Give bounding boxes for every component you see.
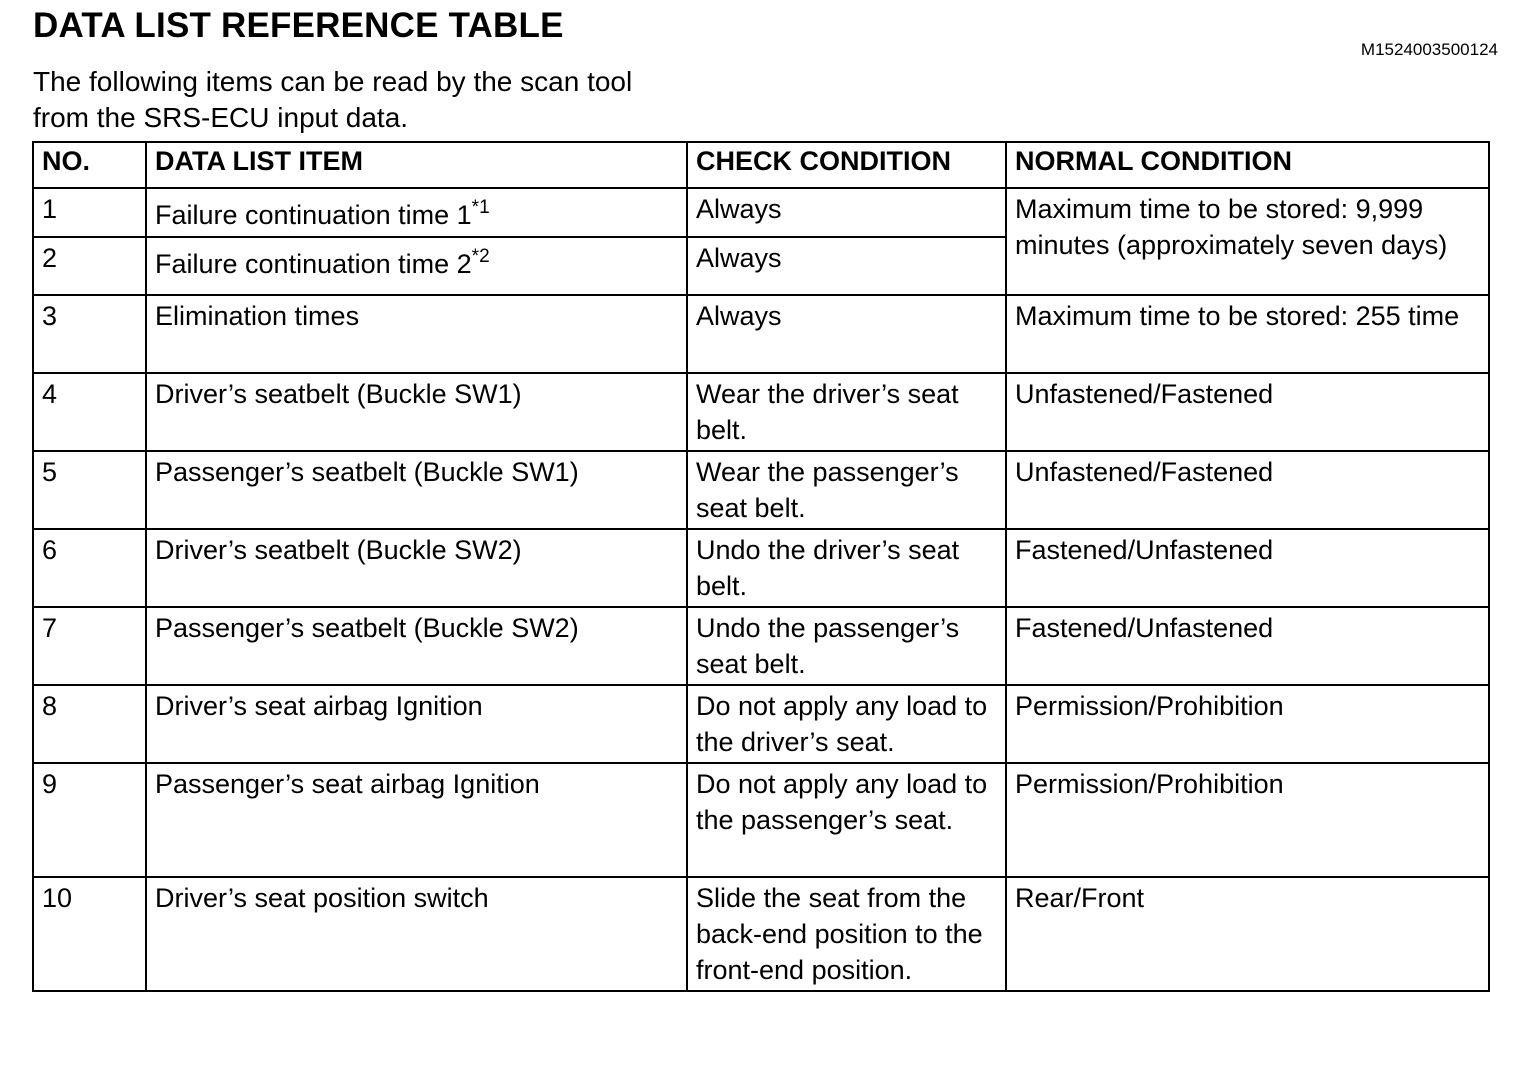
- row-item: Elimination times: [146, 295, 687, 373]
- table-row: [33, 373, 1489, 451]
- row-normal: Rear/Front: [1006, 877, 1489, 991]
- row-no: 6: [33, 529, 146, 607]
- row-item-text: Failure continuation time 1: [155, 200, 472, 230]
- row-check: Wear the passenger’s seat belt.: [687, 451, 1006, 529]
- row-normal: Fastened/Unfastened: [1006, 607, 1489, 685]
- table-row: [33, 295, 1489, 373]
- row-item-text: Failure continuation time 2: [155, 249, 472, 279]
- row-item: Driver’s seatbelt (Buckle SW2): [146, 529, 687, 607]
- table-row: [33, 685, 1489, 763]
- row-check: Always: [687, 295, 1006, 373]
- footnote-ref: *1: [471, 197, 490, 218]
- table-row: [33, 877, 1489, 991]
- row-no: 4: [33, 373, 146, 451]
- table-row: [33, 529, 1489, 607]
- row-no: 1: [33, 188, 146, 237]
- row-no: 8: [33, 685, 146, 763]
- row-no: 2: [33, 237, 146, 295]
- row-normal: Fastened/Unfastened: [1006, 529, 1489, 607]
- row-check: Do not apply any load to the driver’s seat.: [687, 685, 1006, 763]
- page-title: DATA LIST REFERENCE TABLE: [33, 6, 564, 45]
- row-normal: Permission/Prohibition: [1006, 685, 1489, 763]
- row-item: Driver’s seat position switch: [146, 877, 687, 991]
- row-check: Undo the passenger’s seat belt.: [687, 607, 1006, 685]
- row-item: [146, 188, 687, 237]
- row-normal: Unfastened/Fastened: [1006, 373, 1489, 451]
- row-item: Passenger’s seat airbag Ignition: [146, 763, 687, 877]
- header-normal-condition: NORMAL CONDITION: [1006, 142, 1489, 188]
- row-check: Undo the driver’s seat belt.: [687, 529, 1006, 607]
- row-no: 10: [33, 877, 146, 991]
- row-no: 5: [33, 451, 146, 529]
- row-check: Wear the driver’s seat belt.: [687, 373, 1006, 451]
- row-normal: Maximum time to be stored: 255 time: [1006, 295, 1489, 373]
- row-item: Driver’s seatbelt (Buckle SW1): [146, 373, 687, 451]
- row-no: 7: [33, 607, 146, 685]
- row-normal: Permission/Prohibition: [1006, 763, 1489, 877]
- intro-line-1: The following items can be read by the scan tool: [33, 66, 633, 97]
- row-item: [146, 237, 687, 295]
- row-item: Driver’s seat airbag Ignition: [146, 685, 687, 763]
- table-row: [33, 763, 1489, 877]
- table-header-row: [33, 142, 1489, 188]
- row-no: 9: [33, 763, 146, 877]
- intro-line-2: from the SRS-ECU input data.: [33, 102, 409, 133]
- row-check: Always: [687, 188, 1006, 237]
- row-no: 3: [33, 295, 146, 373]
- footnote-ref: *2: [471, 246, 490, 267]
- document-id: M1524003500124: [1360, 40, 1498, 59]
- table-row: [33, 188, 1489, 237]
- row-normal: Unfastened/Fastened: [1006, 451, 1489, 529]
- row-item: Passenger’s seatbelt (Buckle SW1): [146, 451, 687, 529]
- header-data-list-item: DATA LIST ITEM: [146, 142, 687, 188]
- intro-text: [33, 64, 632, 136]
- table-row: [33, 451, 1489, 529]
- row-check: Slide the seat from the back-end position to the front-end position.: [687, 877, 1006, 991]
- row-check: Do not apply any load to the passenger’s seat.: [687, 763, 1006, 877]
- row-normal-shared: Maximum time to be stored: 9,999 minutes (approximately seven days): [1006, 188, 1489, 295]
- table-row: [33, 607, 1489, 685]
- data-list-reference-table: [32, 141, 1490, 992]
- row-item: Passenger’s seatbelt (Buckle SW2): [146, 607, 687, 685]
- header-check-condition: CHECK CONDITION: [687, 142, 1006, 188]
- row-check: Always: [687, 237, 1006, 295]
- header-no: NO.: [33, 142, 146, 188]
